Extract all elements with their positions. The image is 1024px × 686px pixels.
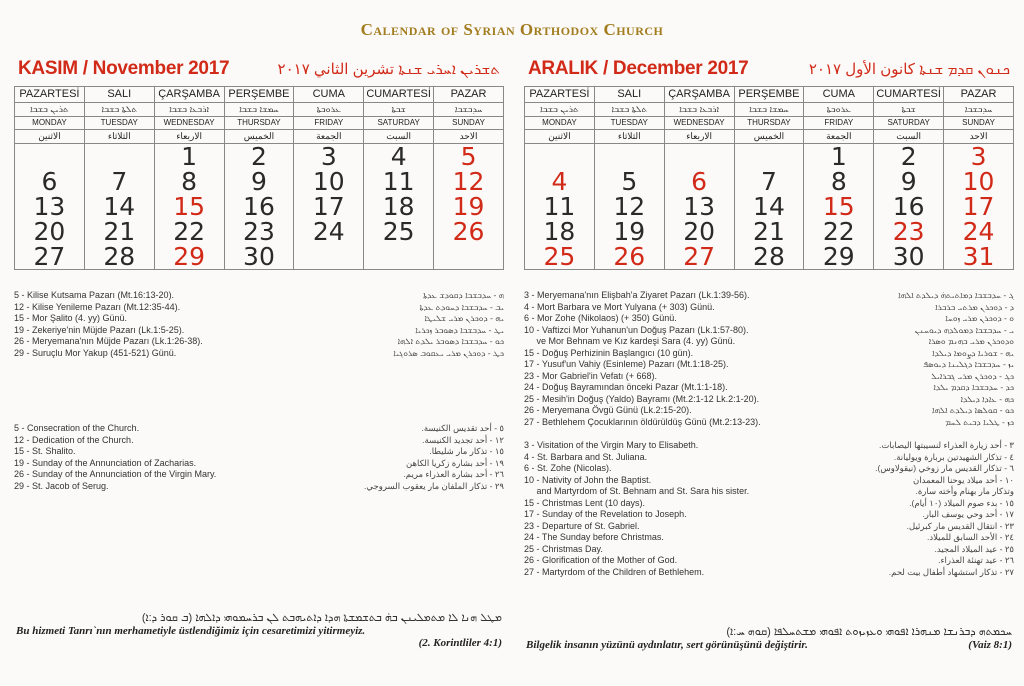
day-name-syr: ܬܪܝܢ ܒܫܒܐ: [15, 103, 85, 117]
december-panel: [524, 52, 1014, 651]
day-name-tr: SALI: [594, 87, 664, 103]
note-text: 26 - Glorification of the Mother of God.: [524, 555, 678, 565]
note-row: [524, 452, 1014, 464]
day-cell: 2: [874, 144, 944, 170]
day-cell: 18: [525, 219, 595, 244]
day-name-ar: السبت: [874, 130, 944, 144]
day-cell: 14: [734, 194, 804, 219]
note-row: [524, 555, 1014, 567]
day-cell: 25: [364, 219, 434, 244]
day-cell: 29: [804, 244, 874, 270]
verse-syriac: ܡܛܠ ܗܢܐ ܠܐ ܡܬܡܠܝܢܢ ܒܗ̇ ܒܬܫܡܫܬܐ ܗܕܐ ܕܐܬܝܗܒܬ ܠܢ ܒܪܚܡܘܗܝ ܕܐܠܗܐ (ܒ ܩܘܪ ܕ:ܐ): [141, 612, 502, 624]
empty-day-cell: [15, 144, 85, 170]
empty-day-cell: [84, 144, 154, 170]
day-cell: 22: [804, 219, 874, 244]
note-text: 29 - Suruçlu Mor Yakup (451-521) Günü.: [14, 347, 177, 358]
note-row: [14, 290, 504, 302]
note-text: 3 - Meryemana'nın Elişbah'a Ziyaret Pazarı (Lk.1:39-56).: [524, 290, 750, 300]
note-text-secondary: ١٠ - أحد ميلاد يوحنا المعمدان: [913, 474, 1014, 485]
day-cell: 10: [294, 169, 364, 194]
day-name-en: TUESDAY: [594, 117, 664, 130]
day-name-syr: ܬܪܝܢ ܒܫܒܐ: [525, 103, 595, 117]
note-text: 27 - Martyrdom of the Children of Bethlehem.: [524, 566, 705, 577]
day-name-ar: الاحد: [434, 130, 504, 144]
note-text-secondary: ١٥ - تذكار مار شليطا.: [429, 446, 504, 456]
day-name-en: SATURDAY: [874, 117, 944, 130]
day-name-tr: SALI: [84, 87, 154, 103]
note-row: [524, 359, 1014, 371]
month-title-syriac-arabic: ܬܫܪܝܢ ܐܚܪܝ ܫܢܬܐ تشرين الثاني ٢٠١٧: [277, 61, 500, 78]
note-row: [524, 348, 1014, 360]
day-name-tr: PERŞEMBE: [734, 87, 804, 103]
empty-day-cell: [734, 144, 804, 170]
note-text-secondary: ٦ - تذكار القديس مار زوخي (نيقولاوس).: [875, 463, 1014, 473]
day-cell: 1: [154, 144, 224, 170]
week-row: [15, 169, 504, 194]
note-list: [524, 290, 1014, 428]
note-text-secondary: ܝܙ - ܚܕܒܫܒܐ ܕܓܠܝܢܐ ܕܝܘܣܦ: [923, 359, 1014, 369]
day-name-ar: الاثنين: [15, 130, 85, 144]
day-name-ar: الخميس: [224, 130, 294, 144]
day-cell: 20: [664, 219, 734, 244]
week-row: [525, 244, 1014, 270]
week-row: [15, 144, 504, 170]
bible-verse: [526, 626, 1012, 651]
day-name-ar: الثلاثاء: [84, 130, 154, 144]
day-cell: 28: [734, 244, 804, 270]
note-text-secondary: ١٥ - بدء صوم الميلاد (١٠ أيام).: [909, 497, 1014, 508]
day-cell: 22: [154, 219, 224, 244]
note-row: [524, 463, 1014, 475]
note-text-secondary: ܟܛ - ܕܘܟܪܢ ܡܪܝ ܝܥܩܘܒ ܣܪܘܓܝܐ: [393, 347, 504, 358]
day-name-en: SATURDAY: [364, 117, 434, 130]
note-row: [524, 498, 1014, 510]
note-text-secondary: ܘܕܘܟܪܢ ܡܪܝ ܒܗܢܡ ܘܣܪܐ: [928, 336, 1014, 346]
note-text-secondary: ܟܗ - ܥܐܕܐ ܕܝܠܕܐ: [960, 393, 1014, 404]
note-text-secondary: ٢٧ - تذكار استشهاد أطفال بيت لحم.: [888, 566, 1014, 577]
note-text: 5 - Kilise Kutsama Pazarı (Mt.16:13-20).: [14, 290, 175, 300]
note-text: 15 - St. Shalito.: [14, 446, 76, 456]
note-text: 6 - St. Zohe (Nicolas).: [524, 463, 612, 473]
note-row: [524, 382, 1014, 394]
day-name-ar: الجمعة: [294, 130, 364, 144]
day-name-tr: PAZARTESİ: [525, 87, 595, 103]
day-cell: 6: [15, 169, 85, 194]
note-row: [14, 423, 504, 435]
day-cell: 11: [364, 169, 434, 194]
day-cell: 30: [224, 244, 294, 270]
note-text: 10 - Vaftizci Mor Yuhanun'un Doğuş Pazarı (Lk.1:57-80).: [524, 324, 749, 335]
month-header: [14, 52, 504, 86]
note-text-secondary: ܝܒ - ܚܕܒܫܒܐ ܕܚܘܕܬ ܥܕܬܐ: [419, 301, 504, 312]
note-text: 12 - Kilise Yenileme Pazarı (Mt.12:35-44).: [14, 301, 181, 312]
note-text-secondary: ܓ - ܚܕܒܫܒܐ ܕܡܐܬܝܬܗ̇ ܕܝܠܕܬ ܐܠܗܐ: [898, 290, 1014, 300]
note-text: 4 - Mort Barbara ve Mort Yulyana (+ 303) Günü.: [524, 301, 715, 312]
day-name-ar: الاربعاء: [664, 130, 734, 144]
empty-day-cell: [594, 144, 664, 170]
note-row: [524, 394, 1014, 406]
calendar-grid: [14, 86, 504, 270]
day-name-syr: ܥܪܘܒܬܐ: [804, 103, 874, 117]
note-row: [524, 475, 1014, 487]
day-name-en: THURSDAY: [734, 117, 804, 130]
note-text: 23 - Departure of St. Gabriel.: [524, 520, 640, 531]
note-list: [14, 423, 504, 492]
day-name-en: WEDNESDAY: [154, 117, 224, 130]
day-cell: 21: [84, 219, 154, 244]
empty-day-cell: [434, 244, 504, 270]
note-text: 3 - Visitation of the Virgin Mary to Elisabeth.: [524, 440, 699, 450]
week-row: [525, 169, 1014, 194]
day-name-ar: الاحد: [944, 130, 1014, 144]
note-row: [14, 302, 504, 314]
feast-notes-english: [524, 440, 1014, 578]
day-name-tr: ÇARŞAMBA: [664, 87, 734, 103]
day-name-tr: PAZAR: [434, 87, 504, 103]
day-cell: 26: [594, 244, 664, 270]
note-text: 15 - Christmas Lent (10 days).: [524, 497, 646, 508]
note-text-secondary: ܟܙ - ܛܠܝܐ ܕܒܝܬ ܠܚܡ: [945, 416, 1014, 427]
note-text: 29 - St. Jacob of Serug.: [14, 480, 109, 491]
day-name-tr: ÇARŞAMBA: [154, 87, 224, 103]
note-text: and Martyrdom of St. Behnam and St. Sara his sister.: [524, 486, 750, 496]
day-cell: 2: [224, 144, 294, 170]
note-text-secondary: ܝܗ - ܫܘܪܝܐ ܕܨܘܡܐ ܕܝܠܕܐ: [932, 347, 1014, 358]
note-row: [524, 509, 1014, 521]
day-name-syr: ܚܕܒܫܒܐ: [434, 103, 504, 117]
note-text: 4 - St. Barbara and St. Juliana.: [524, 451, 648, 462]
day-cell: 12: [594, 194, 664, 219]
day-name-syr: ܐܪܒܥܐ ܒܫܒܐ: [154, 103, 224, 117]
note-text: ve Mor Behnam ve Kız kardeşi Sara (4. yy) Günü.: [524, 336, 736, 346]
day-cell: 12: [434, 169, 504, 194]
note-row: [524, 336, 1014, 348]
day-cell: 29: [154, 244, 224, 270]
note-text-secondary: ٣ - أحد زيارة العذراء لنسيبتها اليصابات.: [879, 440, 1014, 450]
day-cell: 23: [224, 219, 294, 244]
note-row: [14, 469, 504, 481]
day-name-ar: الجمعة: [804, 130, 874, 144]
note-text-secondary: ܗ - ܚܕܒܫܒܐ ܕܩܘܕܫ ܥܕܬܐ: [423, 290, 504, 300]
day-cell: 5: [434, 144, 504, 170]
verse-turkish: Bu hizmeti Tanrı`nın merhametiyle üstlendiğimiz için cesaretimizi yitirmeyiz.: [16, 625, 366, 637]
day-name-syr: ܫܒܬܐ: [874, 103, 944, 117]
note-row: [524, 371, 1014, 383]
day-cell: 6: [664, 169, 734, 194]
note-row: [524, 544, 1014, 556]
note-text-secondary: وتذكار مار بهنام وأخته سارة.: [915, 486, 1014, 496]
day-name-en: MONDAY: [15, 117, 85, 130]
note-row: [524, 521, 1014, 533]
note-text: 24 - The Sunday before Christmas.: [524, 532, 664, 542]
note-list: [14, 290, 504, 359]
note-text-secondary: ٢٣ - انتقال القديس مار كبرئيل.: [906, 520, 1014, 531]
week-row: [525, 219, 1014, 244]
note-row: [524, 302, 1014, 314]
note-text-secondary: ܘ - ܕܘܟܪܢ ܡܪܝ ܙܘܚܐ: [945, 313, 1014, 323]
week-row: [525, 144, 1014, 170]
week-row: [525, 194, 1014, 219]
day-name-tr: CUMARTESİ: [874, 87, 944, 103]
day-name-tr: CUMA: [804, 87, 874, 103]
note-text-secondary: ܝ - ܚܕܒܫܒܐ ܕܡܘܠܕܗ ܕܝܘܚܢܢ: [914, 324, 1014, 335]
day-cell: 5: [594, 169, 664, 194]
day-cell: 16: [874, 194, 944, 219]
note-row: [524, 417, 1014, 429]
day-cell: 4: [364, 144, 434, 170]
day-name-tr: PAZAR: [944, 87, 1014, 103]
day-name-syr: ܚܡܫܐ ܒܫܒܐ: [224, 103, 294, 117]
day-cell: 19: [594, 219, 664, 244]
day-name-en: FRIDAY: [804, 117, 874, 130]
week-row: [15, 244, 504, 270]
note-row: [524, 567, 1014, 579]
note-row: [14, 325, 504, 337]
note-text: 26 - Sunday of the Annunciation of the Virgin Mary.: [14, 469, 217, 479]
note-row: [14, 336, 504, 348]
note-text: 19 - Sunday of the Annunciation of Zacharias.: [14, 457, 197, 468]
week-row: [15, 219, 504, 244]
day-cell: 16: [224, 194, 294, 219]
day-cell: 24: [294, 219, 364, 244]
day-name-syr: ܚܕܒܫܒܐ: [944, 103, 1014, 117]
page-title: Calendar of Syrian Orthodox Church: [360, 20, 664, 39]
note-row: [14, 435, 504, 447]
day-name-en: MONDAY: [525, 117, 595, 130]
note-text: 26 - Meryemana'nın Müjde Pazarı (Lk.1:26-38).: [14, 336, 203, 346]
note-row: [524, 325, 1014, 337]
note-text-secondary: ܟܘ - ܚܕܒܫܒܐ ܕܣܘܒܪ ܝܠܕܬ ܐܠܗܐ: [397, 336, 504, 346]
day-cell: 19: [434, 194, 504, 219]
month-header: [524, 52, 1014, 86]
note-text: 25 - Mesih'in Doğuş (Yaldo) Bayramı (Mt.2:1-12 Lk.2:1-20).: [524, 393, 760, 404]
note-text: 15 - Doğuş Perhizinin Başlangıcı (10 gün).: [524, 347, 694, 358]
feast-notes-turkish: [14, 290, 504, 359]
day-name-syr: ܚܡܫܐ ܒܫܒܐ: [734, 103, 804, 117]
day-name-ar: الخميس: [734, 130, 804, 144]
day-cell: 30: [874, 244, 944, 270]
day-name-syr: ܬܠܬܐ ܒܫܒܐ: [594, 103, 664, 117]
note-text-secondary: ٥ - أحد تقديس الكنيسة.: [421, 423, 504, 433]
day-cell: 27: [15, 244, 85, 270]
month-title: ARALIK / December 2017: [528, 58, 749, 79]
day-name-tr: CUMARTESİ: [364, 87, 434, 103]
note-text-secondary: ٢٤ - الأحد السابق للميلاد.: [926, 532, 1014, 542]
day-cell: 27: [664, 244, 734, 270]
day-cell: 11: [525, 194, 595, 219]
day-cell: 26: [434, 219, 504, 244]
day-cell: 25: [525, 244, 595, 270]
note-text-secondary: ܟܕ - ܚܕܒܫܒܐ ܕܩܕܡ ܝܠܕܐ: [933, 382, 1014, 392]
day-name-en: SUNDAY: [434, 117, 504, 130]
note-row: [14, 481, 504, 493]
note-row: [14, 348, 504, 360]
day-name-ar: السبت: [364, 130, 434, 144]
month-title: KASIM / November 2017: [18, 58, 230, 79]
empty-day-cell: [525, 144, 595, 170]
note-text: 12 - Dedication of the Church.: [14, 434, 134, 445]
day-cell: 1: [804, 144, 874, 170]
note-text-secondary: ܟܓ - ܕܘܟܪܢ ܡܪܝ ܓܒܪܐܝܠ: [931, 370, 1014, 381]
verse-syriac: ܚܟܡܬܗ ܕܒܪܢܫܐ ܡܢܗܪܐ ܐܦܘܗܝ ܘܥܙܝܙܘܬ ܐܦܘܗܝ ܡܫܬܚܠܦܐ (ܩܘܗ ܚ:ܐ): [726, 626, 1012, 638]
note-text: 24 - Doğuş Bayramından önceki Pazar (Mt.1:1-18).: [524, 382, 728, 392]
day-cell: 8: [804, 169, 874, 194]
note-text: 17 - Yusuf'un Vahiy (Esinleme) Pazarı (Mt.1:18-25).: [524, 359, 729, 369]
note-row: [14, 446, 504, 458]
day-cell: 14: [84, 194, 154, 219]
note-text-secondary: ٢٩ - تذكار الملفان مار يعقوب السروجي.: [364, 480, 504, 491]
note-row: [524, 486, 1014, 498]
day-name-en: TUESDAY: [84, 117, 154, 130]
note-text: 23 - Mor Gabriel'in Vefatı (+ 668).: [524, 370, 658, 381]
day-cell: 3: [944, 144, 1014, 170]
day-name-syr: ܐܪܒܥܐ ܒܫܒܐ: [664, 103, 734, 117]
note-text: 25 - Christmas Day.: [524, 543, 603, 554]
note-text-secondary: ١٩ - أحد بشارة زكريا الكاهن: [406, 457, 504, 468]
note-text: 19 - Zekeriye'nin Müjde Pazarı (Lk.1:5-25).: [14, 324, 185, 335]
day-cell: 23: [874, 219, 944, 244]
note-text-secondary: ٢٦ - أحد بشارة العذراء مريم.: [403, 469, 504, 479]
note-text-secondary: ܕ - ܕܘܟܪܢ ܡܪܬܝ ܒܪܒܪܐ: [935, 301, 1014, 312]
note-row: [524, 532, 1014, 544]
day-name-en: SUNDAY: [944, 117, 1014, 130]
day-name-ar: الاثنين: [525, 130, 595, 144]
day-name-tr: PERŞEMBE: [224, 87, 294, 103]
day-cell: 17: [294, 194, 364, 219]
day-name-en: FRIDAY: [294, 117, 364, 130]
day-cell: 7: [734, 169, 804, 194]
note-text: 10 - Nativity of John the Baptist.: [524, 474, 652, 485]
day-name-en: WEDNESDAY: [664, 117, 734, 130]
day-cell: 15: [154, 194, 224, 219]
day-name-en: THURSDAY: [224, 117, 294, 130]
day-name-tr: PAZARTESİ: [15, 87, 85, 103]
verse-turkish: Bilgelik insanın yüzünü aydınlatır, sert görünüşünü değiştirir.: [526, 639, 808, 651]
weeks: [15, 144, 504, 270]
note-text-secondary: ܝܛ - ܚܕܒܫܒܐ ܕܣܘܒܪ ܙܟܪܝܐ: [415, 324, 504, 335]
note-text-secondary: ١٢ - أحد تجديد الكنيسة.: [422, 434, 504, 445]
day-name-syr: ܥܪܘܒܬܐ: [294, 103, 364, 117]
day-name-ar: الاربعاء: [154, 130, 224, 144]
november-panel: [14, 52, 504, 649]
note-text: 5 - Consecration of the Church.: [14, 423, 140, 433]
note-text: 26 - Meryemana Övgü Günü (Lk.2:15-20).: [524, 405, 692, 415]
day-cell: 8: [154, 169, 224, 194]
day-cell: 7: [84, 169, 154, 194]
note-row: [14, 313, 504, 325]
day-name-syr: ܫܒܬܐ: [364, 103, 434, 117]
verse-reference: (Vaiz 8:1): [968, 639, 1012, 651]
month-title-syriac-arabic: ܟܢܘܢ ܩܕܡ ܫܢܬܐ كانون الأول ٢٠١٧: [808, 61, 1010, 78]
note-row: [524, 313, 1014, 325]
day-cell: 4: [525, 169, 595, 194]
day-cell: 13: [664, 194, 734, 219]
day-name-tr: CUMA: [294, 87, 364, 103]
bible-verse: [16, 612, 502, 649]
day-cell: 18: [364, 194, 434, 219]
calendar-grid: [524, 86, 1014, 270]
note-text-secondary: ٤ - تذكار الشهيدتين بربارة ويوليانة.: [893, 451, 1014, 462]
note-text: 15 - Mor Şalito (4. yy) Günü.: [14, 313, 128, 323]
note-text: 6 - Mor Zohe (Nikolaos) (+ 350) Günü.: [524, 313, 677, 323]
note-row: [524, 290, 1014, 302]
note-text-secondary: ٢٥ - عيد الميلاد المجيد.: [934, 543, 1014, 554]
day-cell: 20: [15, 219, 85, 244]
day-cell: 15: [804, 194, 874, 219]
day-cell: 10: [944, 169, 1014, 194]
feast-notes-english: [14, 423, 504, 492]
note-text-secondary: ١٧ - أحد وحي يوسف البار.: [922, 509, 1014, 519]
note-text: 27 - Bethlehem Çocuklarının öldürüldüş Günü (Mt.2:13-23).: [524, 416, 761, 427]
day-cell: 21: [734, 219, 804, 244]
verse-reference: (2. Korintliler 4:1): [418, 637, 502, 649]
day-name-syr: ܬܠܬܐ ܒܫܒܐ: [84, 103, 154, 117]
empty-day-cell: [664, 144, 734, 170]
day-cell: 31: [944, 244, 1014, 270]
day-cell: 13: [15, 194, 85, 219]
weeks: [525, 144, 1014, 270]
note-row: [524, 405, 1014, 417]
note-text: 17 - Sunday of the Revelation to Joseph.: [524, 509, 687, 519]
note-row: [524, 440, 1014, 452]
week-row: [15, 194, 504, 219]
day-cell: 3: [294, 144, 364, 170]
note-row: [14, 458, 504, 470]
note-list: [524, 440, 1014, 578]
day-cell: 28: [84, 244, 154, 270]
note-text-secondary: ٢٦ - عيد تهنئة العذراء.: [938, 555, 1014, 565]
empty-day-cell: [364, 244, 434, 270]
empty-day-cell: [294, 244, 364, 270]
feast-notes-turkish: [524, 290, 1014, 428]
note-text-secondary: ܟܘ - ܩܘܠܣܐ ܕܝܠܕܬ ܐܠܗܐ: [932, 405, 1014, 415]
day-name-ar: الثلاثاء: [594, 130, 664, 144]
day-cell: 9: [224, 169, 294, 194]
note-text-secondary: ܝܗ - ܕܘܟܪܢ ܡܪܝ ܫܠܝܛܐ: [424, 313, 504, 323]
day-cell: 9: [874, 169, 944, 194]
day-cell: 24: [944, 219, 1014, 244]
day-cell: 17: [944, 194, 1014, 219]
